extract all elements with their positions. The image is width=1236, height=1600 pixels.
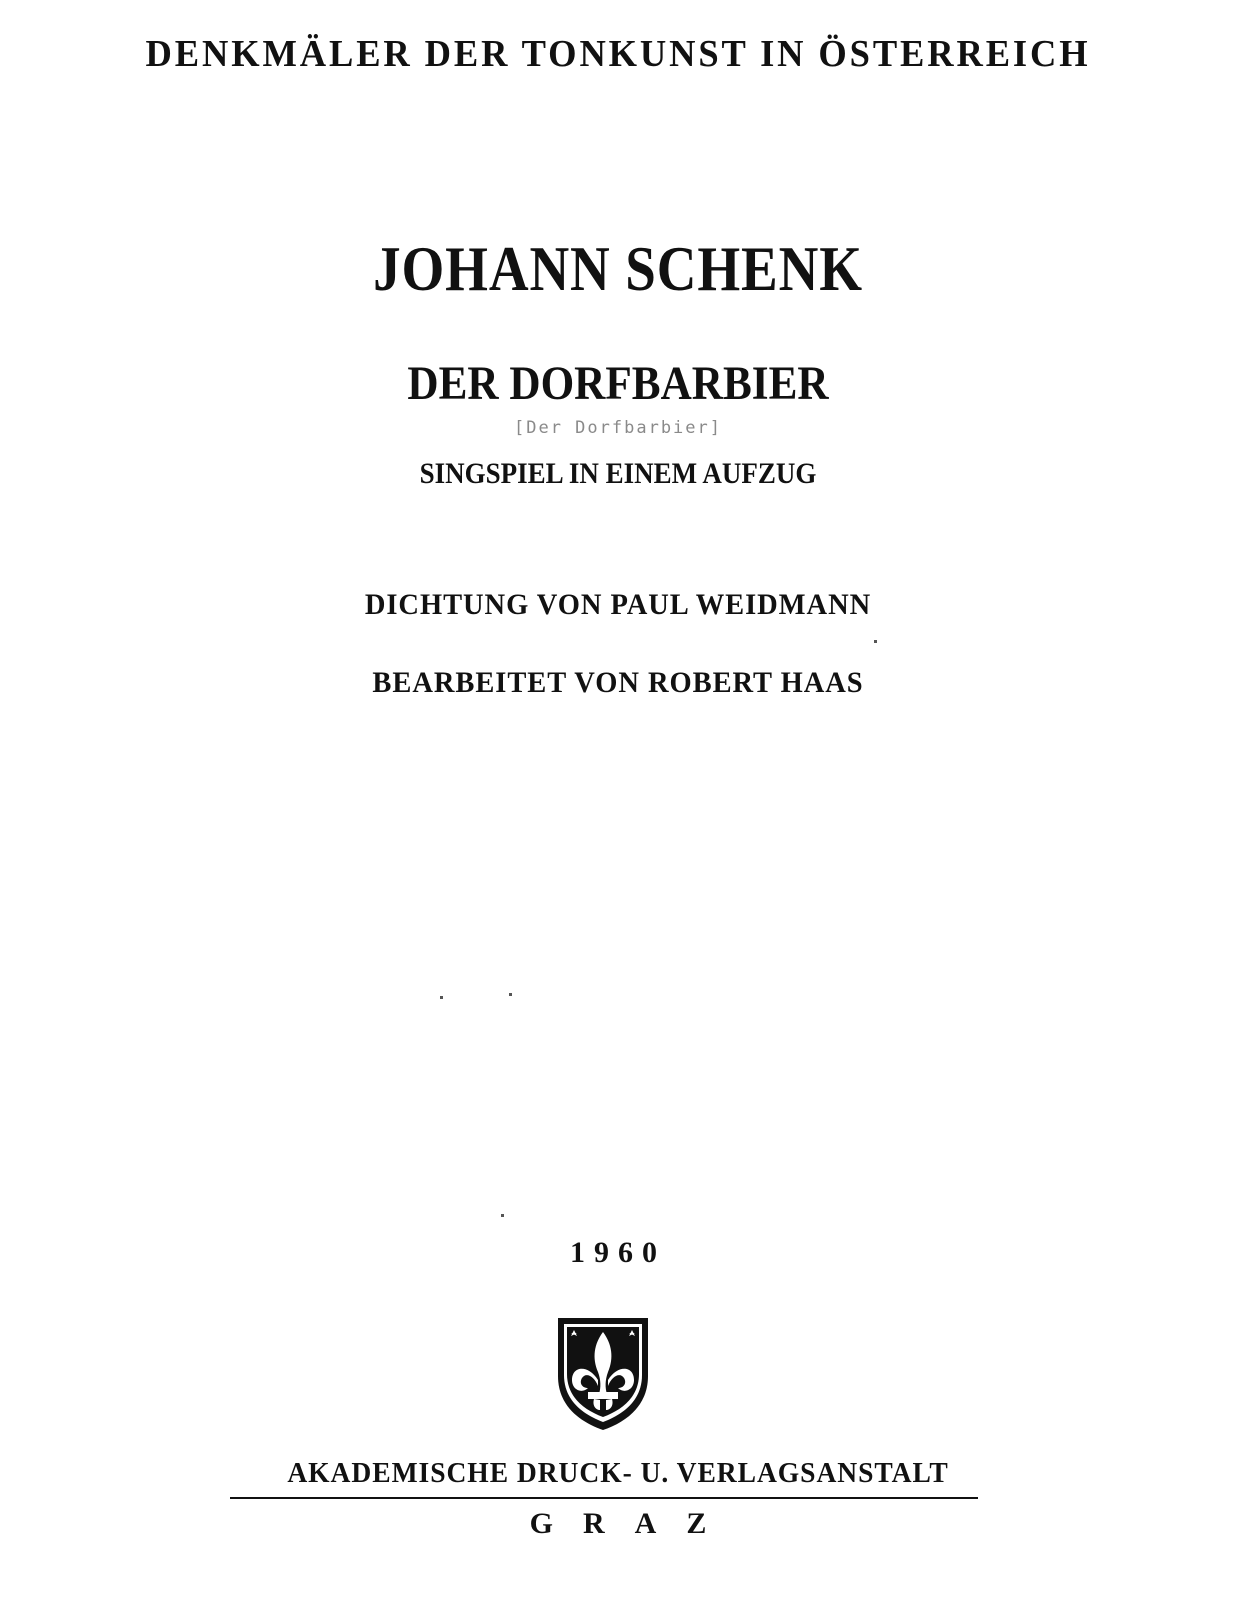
work-title: DER DORFBARBIER: [407, 357, 829, 410]
series-title: DENKMÄLER DER TONKUNST IN ÖSTERREICH: [145, 33, 1091, 75]
publisher-city: GRAZ: [529, 1507, 737, 1540]
scan-speck: [501, 1214, 504, 1217]
publisher-divider: [230, 1497, 978, 1499]
editor-credit: BEARBEITET VON ROBERT HAAS: [372, 666, 864, 699]
work-subtitle: SINGSPIEL IN EINEM AUFZUG: [419, 457, 817, 490]
libretto-credit: DICHTUNG VON PAUL WEIDMANN: [364, 588, 872, 621]
publication-year: 1960: [570, 1236, 666, 1269]
scan-speck: [509, 993, 512, 996]
publisher-name: AKADEMISCHE DRUCK- U. VERLAGSANSTALT: [287, 1457, 949, 1489]
composer-name: JOHANN SCHENK: [373, 233, 863, 304]
library-stamp: [Der Dorfbarbier]: [514, 418, 722, 438]
fleur-de-lis-shield-icon: [554, 1314, 652, 1434]
scan-speck: [874, 640, 877, 643]
scan-speck: [440, 996, 443, 999]
